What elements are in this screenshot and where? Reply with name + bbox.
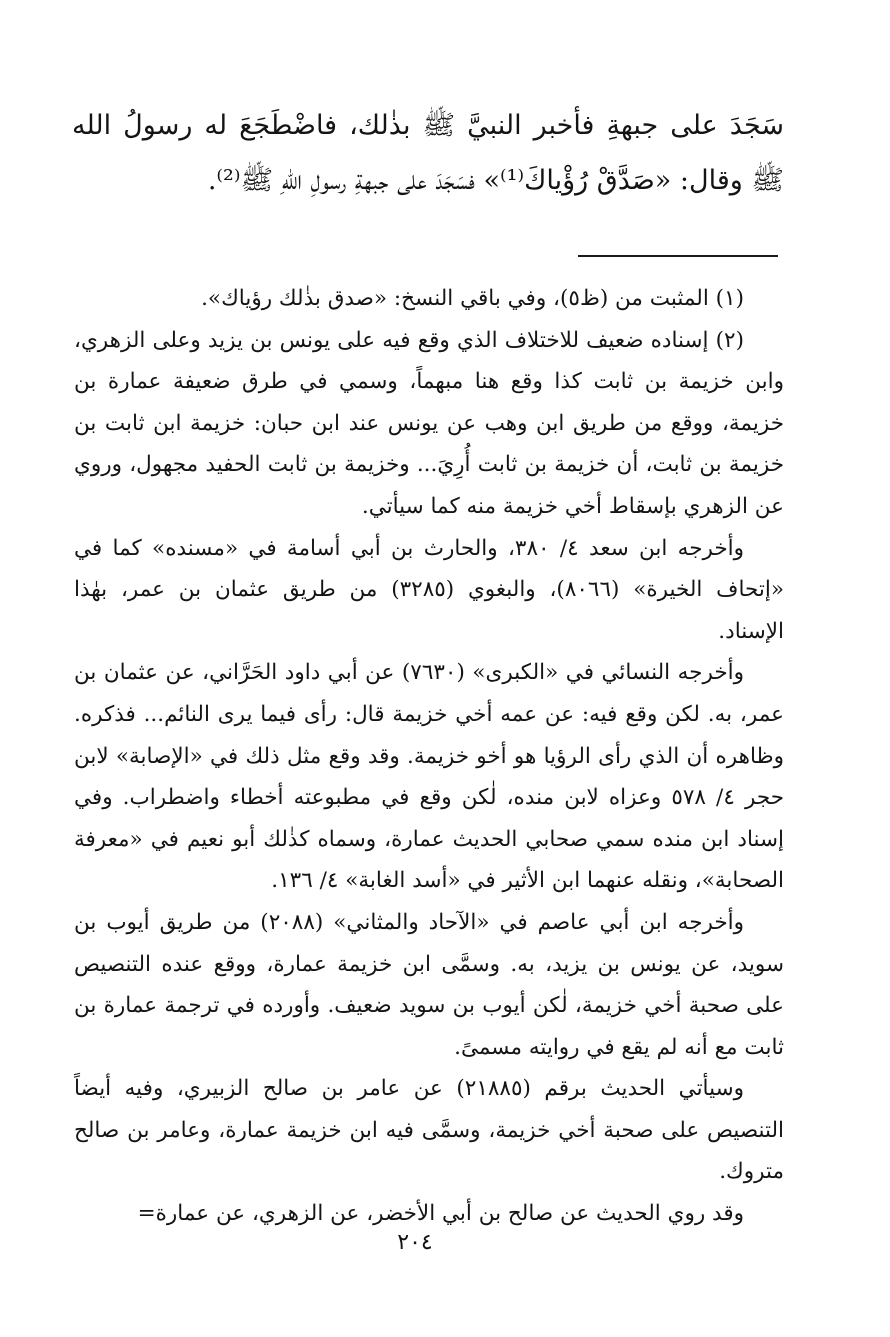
footnote-divider	[578, 255, 778, 257]
main-text-paragraph: سَجَدَ على جبهةِ فأخبر النبيَّ ﷺ بذٰلك، فاضْطَجَعَ له رسولُ الله ﷺ وقال: «صَدَّقْ رُؤْياكَ⁽¹⁾» فسَجَدَ على جبهةِ رسولِ اللهِ ﷺ⁽²⁾.	[72, 110, 784, 196]
footnote-paragraph: وأخرجه ابن أبي عاصم في «الآحاد والمثاني» (٢٠٨٨) من طريق أيوب بن سويد، عن يونس بن يزيد، به. وسمَّى ابن خزيمة عمارة، ووقع عنده التنصيص على صحبة أخي خزيمة، لٰكن أيوب بن سويد ضعيف. وأورده في ترجمة عمارة بن ثابت مع أنه لم يقع في روايته مسمىً.	[74, 909, 784, 1060]
footnote-paragraph: وسيأتي الحديث برقم (٢١٨٨٥) عن عامر بن صالح الزبيري، وفيه أيضاً التنصيص على صحبة أخي خزيمة، وسمَّى فيه ابن خزيمة عمارة، وعامر بن صالح متروك.	[74, 1076, 784, 1185]
footnote-paragraph: وقد روي الحديث عن صالح بن أبي الأخضر، عن الزهري، عن عمارة=	[137, 1201, 744, 1227]
footnotes-section	[74, 278, 784, 1235]
footnote-1: (١) المثبت من (ظ٥)، وفي باقي النسخ: «صدق بذٰلك رؤياك».	[201, 286, 744, 311]
page-number: ٢٠٤	[397, 1230, 433, 1255]
footnote-paragraph: وأخرجه النسائي في «الكبرى» (٧٦٣٠) عن أبي داود الحَرَّاني، عن عثمان بن عمر، به. لكن وقع فيه: عن عمه أخي خزيمة قال: رأى فيما يرى النائم... فذكره. وظاهره أن الذي رأى الرؤيا هو أخو خزيمة. وقد وقع مثل ذلك في «الإصابة» لابن حجر ٤/ ٥٧٨ وعزاه لابن منده، لٰكن وقع في مطبوعته أخطاء واضطراب. وفي إسناد ابن منده سمي صحابي الحديث عمارة، وسماه كذٰلك أبو نعيم في «معرفة الصحابة»، ونقله عنهما ابن الأثير في «أسد الغابة» ٤/ ١٣٦.	[74, 660, 784, 894]
footnote-2: (٢) إسناده ضعيف للاختلاف الذي وقع فيه على يونس بن يزيد وعلى الزهري، وابن خزيمة بن ثابت كذا وقع هنا مبهماً، وسمي في طرق ضعيفة عمارة بن خزيمة، ووقع من طريق ابن وهب عن يونس عند ابن حبان: خزيمة ابن ثابت بن خزيمة بن ثابت، أن خزيمة بن ثابت أُرِيَ... وخزيمة بن ثابت الحفيد مجهول، وروي عن الزهري بإسقاط أخي خزيمة منه كما سيأتي.	[74, 327, 784, 519]
footnote-paragraph: وأخرجه ابن سعد ٤/ ٣٨٠، والحارث بن أبي أسامة في «مسنده» كما في «إتحاف الخيرة» (٨٠٦٦)، والبغوي (٣٢٨٥) من طريق عثمان بن عمر، بهٰذا الإسناد.	[74, 535, 784, 644]
